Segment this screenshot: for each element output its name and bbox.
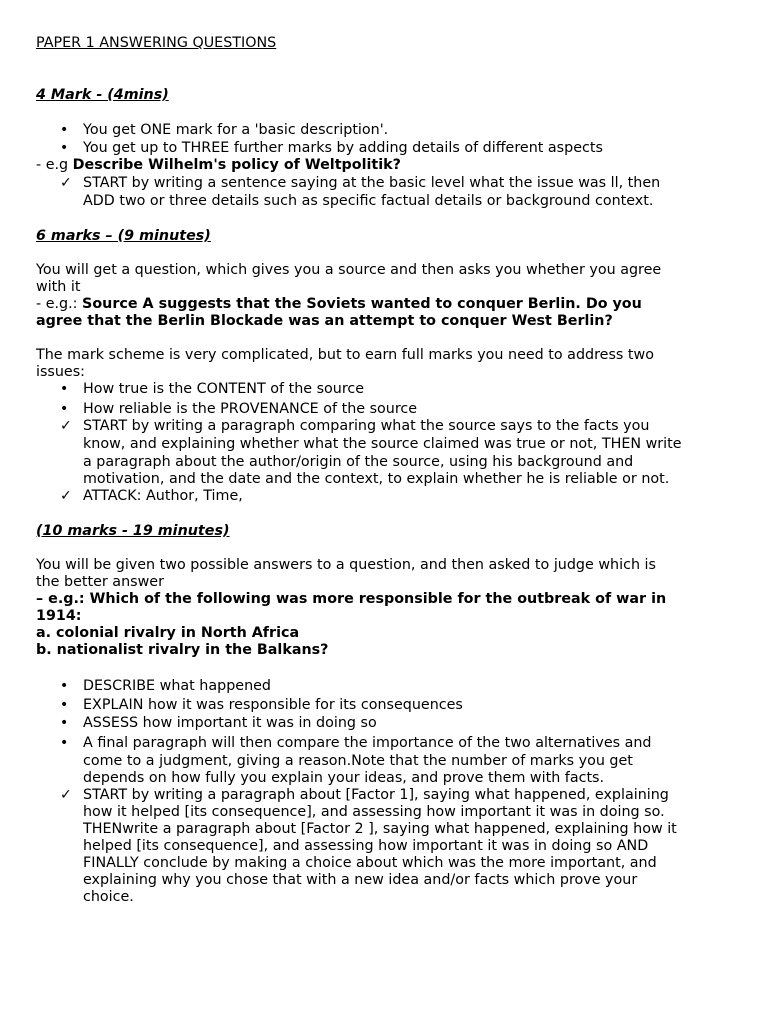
example-line: 1914: [36,608,82,624]
list-item: How true is the CONTENT of the source [83,381,365,397]
intro-line: You will get a question, which gives you a source and then asks you whether you agree [36,262,662,278]
tip-line: ATTACK: Author, Time, [83,488,243,504]
bullet-glyph: • [60,697,69,713]
list-item: EXPLAIN how it was responsible for its consequences [83,697,463,713]
list-item-continued: depends on how fully you explain your ideas, and prove them with facts. [83,770,605,786]
bullet-glyph: • [60,401,69,417]
tip-line: FINALLY conclude by making a choice about which was the more important, and [83,855,657,871]
scheme-line: The mark scheme is very complicated, but to earn full marks you need to address two [36,347,654,363]
tip-line: START by writing a paragraph about [Factor 1], saying what happened, explaining [83,787,669,803]
tip-line: ADD two or three details such as specific factual details or background context. [83,193,654,209]
intro-line: the better answer [36,574,164,590]
example-option-a: a. colonial rivalry in North Africa [36,625,300,641]
intro-line: with it [36,279,81,295]
example-question: Source A suggests that the Soviets wanted to conquer Berlin. Do you [82,296,642,312]
bullet-glyph: • [60,140,69,156]
list-item: ASSESS how important it was in doing so [83,715,377,731]
section-heading-4-mark: 4 Mark - (4mins) [36,87,169,103]
list-item: A final paragraph will then compare the importance of the two alternatives and [83,735,652,751]
example-line: – e.g.: Which of the following was more responsible for the outbreak of war in [36,591,667,607]
scheme-line: issues: [36,364,85,380]
example-prefix: - e.g.: [36,296,83,312]
check-icon: ✓ [60,175,72,191]
list-item: You get ONE mark for a 'basic description'. [83,122,389,138]
document-title: PAPER 1 ANSWERING QUESTIONS [36,35,277,51]
list-item: You get up to THREE further marks by adding details of different aspects [83,140,603,156]
tip-line: THENwrite a paragraph about [Factor 2 ], saying what happened, explaining how it [83,821,677,837]
example-question: agree that the Berlin Blockade was an attempt to conquer West Berlin? [36,313,613,329]
tip-line: START by writing a sentence saying at the basic level what the issue was ll, then [83,175,661,191]
bullet-glyph: • [60,678,69,694]
list-item: How reliable is the PROVENANCE of the source [83,401,418,417]
intro-line: You will be given two possible answers to a question, and then asked to judge which is [36,557,656,573]
list-item: DESCRIBE what happened [83,678,272,694]
tip-line: helped [its consequence], and assessing how important it was in doing so AND [83,838,649,854]
list-item-continued: come to a judgment, giving a reason.Note that the number of marks you get [83,753,633,769]
tip-line: explaining why you chose that with a new idea and/or facts which prove your [83,872,638,888]
bullet-glyph: • [60,122,69,138]
example-question: Describe Wilhelm's policy of Weltpolitik? [72,157,401,173]
tip-line: START by writing a paragraph comparing what the source says to the facts you [83,418,650,434]
example-option-b: b. nationalist rivalry in the Balkans? [36,642,329,658]
check-icon: ✓ [60,418,72,434]
bullet-glyph: • [60,715,69,731]
bullet-glyph: • [60,735,69,751]
example-prefix: - e.g [36,157,73,173]
tip-line: motivation, and the date and the context, to explain whether he is reliable or not. [83,471,670,487]
tip-line: a paragraph about the author/origin of the source, using his background and [83,454,634,470]
check-icon: ✓ [60,488,72,504]
section-heading-6-marks: 6 marks – (9 minutes) [36,228,211,244]
tip-line: choice. [83,889,134,905]
tip-line: know, and explaining whether what the source claimed was true or not, THEN write [83,436,682,452]
example-line [36,297,642,311]
section-heading-10-marks: (10 marks - 19 minutes) [36,523,230,539]
tip-line: how it helped [its consequence], and assessing how important it was in doing so. [83,804,665,820]
check-icon: ✓ [60,787,72,803]
example-line [36,158,401,172]
bullet-glyph: • [60,381,69,397]
